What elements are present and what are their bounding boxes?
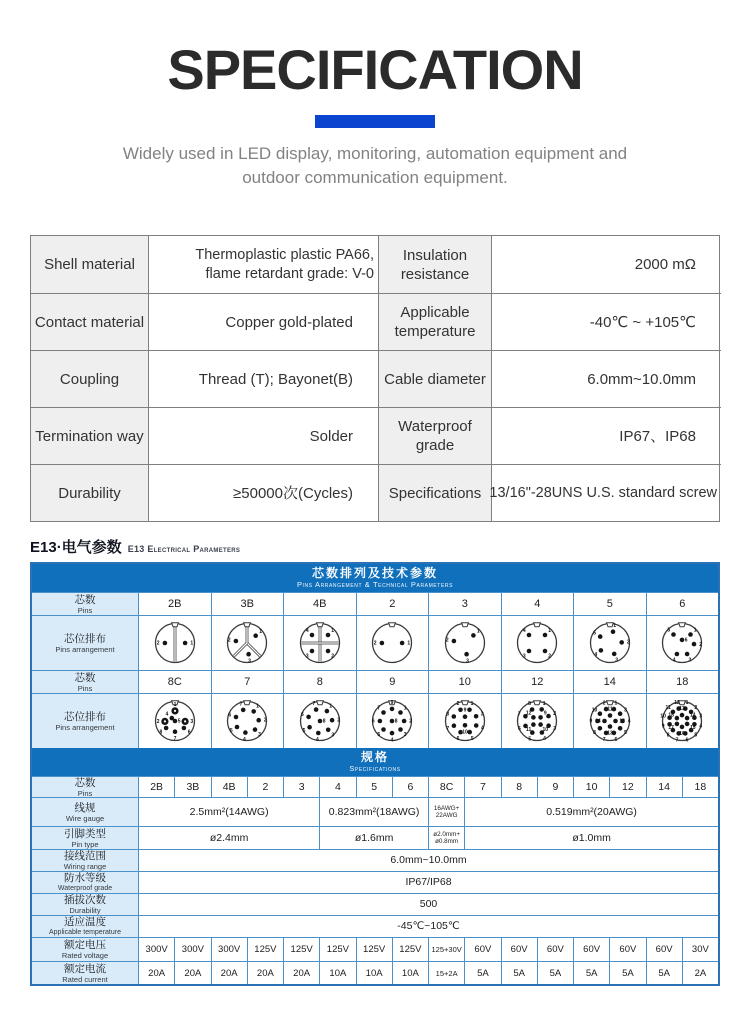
spec-value-cell: 15+2A — [428, 961, 464, 984]
svg-text:10: 10 — [660, 713, 667, 720]
spec-value-cell: 14 — [646, 776, 682, 797]
spec-row-label: 芯数 Pins — [32, 776, 138, 797]
svg-text:11: 11 — [607, 706, 613, 713]
specifications-header — [32, 748, 718, 776]
svg-text:14: 14 — [594, 718, 601, 725]
pins-count-cell: 7 — [211, 670, 284, 693]
svg-text:11: 11 — [526, 726, 532, 733]
svg-text:5: 5 — [470, 735, 474, 742]
spec-value-cell: 16AWG+ 22AWG — [428, 797, 464, 826]
spec-value-cell: Solder — [148, 407, 378, 464]
spec-value-cell: 20A — [138, 961, 174, 984]
svg-text:1: 1 — [407, 640, 411, 647]
e13-heading-cn: E13·电气参数 — [30, 539, 122, 556]
pins-count-cell: 18 — [646, 670, 719, 693]
pins-arrangement-header — [32, 564, 718, 592]
connector-face — [297, 694, 343, 748]
connector-diagram-14 — [573, 693, 646, 748]
svg-text:3: 3 — [248, 658, 252, 665]
spec-value-cell: 4B — [211, 776, 247, 797]
page-title: SPECIFICATION — [167, 38, 583, 101]
spec-value-cell: 6.0mm~10.0mm — [138, 849, 718, 871]
spec-value-cell: 13/16"-28UNS U.S. standard screw — [491, 464, 721, 521]
svg-text:2: 2 — [602, 700, 606, 707]
spec-value-cell: 2A — [682, 961, 718, 984]
svg-text:10: 10 — [542, 726, 549, 733]
spec-value-cell: 8C — [428, 776, 464, 797]
svg-text:1: 1 — [173, 701, 177, 708]
pins-count-cell: 6 — [646, 592, 719, 615]
e13-heading-en: E13 Electrical Parameters — [127, 544, 241, 554]
subtitle-line-2: outdoor communication equipment. — [242, 168, 508, 187]
svg-text:9: 9 — [390, 699, 394, 706]
specifications-header-en: Specifications — [349, 764, 401, 773]
arrangement-row-label: 芯位排布 Pins arrangement — [32, 615, 138, 670]
spec-row-label: 线规 Wire gauge — [32, 797, 138, 826]
svg-text:3: 3 — [465, 658, 469, 665]
svg-text:3: 3 — [523, 653, 526, 660]
spec-value-cell: 125V — [319, 937, 355, 961]
svg-text:2: 2 — [553, 711, 557, 718]
svg-text:4: 4 — [672, 657, 676, 664]
connector-diagram-3B — [211, 615, 284, 670]
spec-value-cell: 60V — [501, 937, 537, 961]
svg-text:4: 4 — [699, 723, 703, 730]
spec-value-cell: ø2.4mm — [138, 826, 319, 849]
connector-diagram-2B — [138, 615, 211, 670]
spec-value-cell: 20A — [174, 961, 210, 984]
connector-diagram-18 — [646, 693, 719, 748]
svg-text:7: 7 — [518, 711, 521, 718]
svg-text:11: 11 — [665, 704, 672, 711]
connector-face — [514, 616, 560, 670]
spec-value-cell: 3 — [283, 776, 319, 797]
pins-count-cell: 9 — [356, 670, 429, 693]
svg-text:8: 8 — [445, 711, 449, 718]
svg-text:1: 1 — [259, 629, 263, 636]
spec-value-cell: 60V — [609, 937, 645, 961]
connector-face — [659, 694, 705, 748]
spec-value-cell: 0.823mm²(18AWG) — [319, 797, 428, 826]
spec-value-cell: ø1.0mm — [464, 826, 718, 849]
spec-value-cell: ø1.6mm — [319, 826, 428, 849]
connector-face — [514, 694, 560, 748]
svg-text:12: 12 — [619, 718, 625, 725]
spec-value-cell: 2 — [247, 776, 283, 797]
spec-value-cell: 5A — [464, 961, 500, 984]
spec-label-cell: Specifications — [378, 464, 491, 521]
svg-text:8: 8 — [159, 729, 163, 736]
svg-text:3: 3 — [688, 657, 692, 664]
pins-count-cell: 5 — [573, 592, 646, 615]
pins-count-cell: 8 — [283, 670, 356, 693]
spec-value-cell: 20A — [283, 961, 319, 984]
svg-text:16: 16 — [679, 731, 686, 738]
svg-text:10: 10 — [591, 707, 598, 714]
svg-text:14: 14 — [690, 712, 696, 719]
svg-text:9: 9 — [544, 710, 547, 717]
pins-arrangement-grid — [32, 592, 718, 748]
svg-text:5: 5 — [230, 728, 233, 734]
spec-value-cell: 10A — [356, 961, 392, 984]
svg-text:3: 3 — [258, 732, 262, 738]
spec-value-cell: 60V — [537, 937, 573, 961]
svg-text:7: 7 — [446, 725, 449, 732]
svg-text:2: 2 — [374, 640, 377, 647]
general-spec-table — [30, 235, 720, 522]
spec-value-cell: 10 — [573, 776, 609, 797]
spec-value-cell: 2.5mm²(14AWG) — [138, 797, 319, 826]
spec-value-cell: IP67、IP68 — [491, 407, 721, 464]
spec-value-cell: 6.0mm~10.0mm — [491, 350, 721, 407]
spec-label-cell: Contact material — [31, 293, 148, 350]
pins-count-cell: 10 — [428, 670, 501, 693]
svg-text:2: 2 — [156, 640, 160, 647]
pins-count-cell: 2 — [356, 592, 429, 615]
specifications-grid — [32, 776, 718, 984]
svg-text:6: 6 — [187, 729, 191, 736]
svg-text:5: 5 — [528, 736, 532, 743]
spec-value-cell: Copper gold-plated — [148, 293, 378, 350]
svg-text:5: 5 — [302, 728, 306, 735]
spec-row-label: 引脚类型 Pin type — [32, 826, 138, 849]
svg-text:1: 1 — [613, 622, 616, 629]
svg-text:4: 4 — [543, 736, 547, 743]
spec-row-label: 接线范围 Wiring range — [32, 849, 138, 871]
spec-value-cell: 5A — [609, 961, 645, 984]
spec-row-label: 适应温度 Applicable temperature — [32, 915, 138, 937]
connector-face — [224, 694, 270, 748]
svg-text:12: 12 — [674, 699, 681, 706]
spec-value-cell: 30V — [682, 937, 718, 961]
spec-row-label: 额定电流 Rated current — [32, 961, 138, 984]
svg-text:1: 1 — [256, 703, 260, 710]
connector-diagram-5 — [573, 615, 646, 670]
svg-text:12: 12 — [526, 710, 532, 717]
svg-text:2: 2 — [445, 637, 449, 644]
spec-value-cell: 2000 mΩ — [491, 236, 721, 293]
spec-value-cell: 7 — [464, 776, 500, 797]
svg-text:7: 7 — [312, 700, 316, 707]
svg-text:3: 3 — [553, 725, 557, 732]
spec-label-cell: Durability — [31, 464, 148, 521]
spec-value-cell: 4 — [319, 776, 355, 797]
pins-row-label: 芯数 Pins — [32, 670, 138, 693]
spec-value-cell: 60V — [464, 937, 500, 961]
spec-value-cell: 5 — [356, 776, 392, 797]
svg-text:3: 3 — [190, 719, 193, 726]
svg-text:6: 6 — [456, 736, 460, 742]
svg-text:2: 2 — [699, 642, 703, 649]
e13-parameters-table — [30, 562, 720, 986]
svg-text:2: 2 — [694, 704, 698, 711]
svg-text:3: 3 — [699, 713, 703, 720]
page-subtitle — [0, 142, 750, 190]
spec-label-cell: Applicable temperature — [378, 293, 491, 350]
pins-count-cell: 8C — [138, 670, 211, 693]
svg-text:7: 7 — [377, 705, 381, 712]
e13-section-heading — [30, 536, 750, 557]
svg-text:1: 1 — [694, 627, 697, 634]
svg-text:2: 2 — [331, 653, 334, 660]
spec-label-cell: Shell material — [31, 236, 148, 293]
pins-arrangement-header-cn: 芯数排列及技术参数 — [311, 566, 438, 580]
spec-value-cell: 500 — [138, 893, 718, 915]
pins-count-cell: 12 — [501, 670, 574, 693]
connector-diagram-8 — [283, 693, 356, 748]
connector-diagram-9 — [356, 693, 429, 748]
spec-value-cell: 10A — [319, 961, 355, 984]
svg-text:4: 4 — [627, 718, 631, 725]
pins-row-label: 芯数 Pins — [32, 592, 138, 615]
svg-text:2: 2 — [156, 719, 160, 726]
connector-diagram-3 — [428, 615, 501, 670]
spec-value-cell: 8 — [501, 776, 537, 797]
svg-text:3: 3 — [614, 657, 618, 664]
connector-face — [587, 694, 633, 748]
spec-value-cell: 125V — [283, 937, 319, 961]
svg-text:1: 1 — [470, 701, 474, 708]
connector-face — [152, 616, 198, 670]
svg-text:6: 6 — [372, 718, 375, 725]
svg-text:10: 10 — [461, 729, 468, 736]
svg-text:2: 2 — [337, 717, 340, 724]
svg-text:8: 8 — [322, 718, 326, 725]
spec-value-cell: 5A — [537, 961, 573, 984]
svg-text:6: 6 — [300, 712, 304, 719]
svg-text:1: 1 — [329, 703, 332, 710]
spec-value-cell: IP67/IP68 — [138, 871, 718, 893]
svg-text:8: 8 — [667, 732, 670, 739]
svg-text:1: 1 — [614, 700, 618, 707]
spec-value-cell: 20A — [247, 961, 283, 984]
spec-value-cell: 18 — [682, 776, 718, 797]
svg-text:8: 8 — [395, 718, 398, 725]
spec-value-cell: 0.519mm²(20AWG) — [464, 797, 718, 826]
svg-text:5: 5 — [623, 729, 627, 736]
connector-diagram-4 — [501, 615, 574, 670]
pins-count-cell: 3 — [428, 592, 501, 615]
svg-text:4: 4 — [165, 711, 169, 718]
svg-text:5: 5 — [667, 627, 671, 634]
svg-text:15: 15 — [690, 724, 696, 731]
spec-value-cell: -40℃ ~ +105℃ — [491, 293, 721, 350]
svg-text:8: 8 — [528, 701, 532, 707]
spec-value-cell: 300V — [174, 937, 210, 961]
connector-face — [369, 694, 415, 748]
svg-text:9: 9 — [662, 723, 665, 730]
spec-value-cell: 300V — [211, 937, 247, 961]
svg-text:2: 2 — [228, 637, 231, 644]
connector-diagram-12 — [501, 693, 574, 748]
spec-value-cell: -45℃~105℃ — [138, 915, 718, 937]
svg-text:6: 6 — [228, 712, 232, 719]
arrangement-row-label: 芯位排布 Pins arrangement — [32, 693, 138, 748]
spec-value-cell: 125+30V — [428, 937, 464, 961]
spec-row-label: 防水等级 Waterproof grade — [32, 871, 138, 893]
subtitle-line-1: Widely used in LED display, monitoring, automation equipment and — [122, 144, 628, 163]
spec-row-label: 插拔次数 Durability — [32, 893, 138, 915]
svg-text:13: 13 — [679, 706, 686, 713]
spec-value-cell: Thread (T); Bayonet(B) — [148, 350, 378, 407]
svg-text:3: 3 — [623, 707, 627, 714]
svg-text:8: 8 — [592, 729, 596, 736]
spec-value-cell: 60V — [646, 937, 682, 961]
pins-count-cell: 3B — [211, 592, 284, 615]
svg-text:4: 4 — [390, 737, 394, 744]
spec-value-cell: Thermoplastic plastic PA66, flame retardant grade: V-0 — [148, 236, 378, 293]
connector-face — [442, 694, 488, 748]
spec-value-cell: 6 — [392, 776, 428, 797]
svg-text:2: 2 — [626, 639, 630, 646]
svg-text:6: 6 — [614, 736, 618, 743]
connector-diagram-10 — [428, 693, 501, 748]
spec-label-cell: Termination way — [31, 407, 148, 464]
spec-value-cell: 5A — [646, 961, 682, 984]
svg-text:5: 5 — [592, 630, 596, 637]
svg-text:4: 4 — [480, 725, 484, 732]
connector-diagram-2 — [356, 615, 429, 670]
spec-label-cell: Cable diameter — [378, 350, 491, 407]
svg-text:17: 17 — [668, 724, 675, 731]
svg-text:2: 2 — [548, 653, 552, 660]
svg-text:1: 1 — [685, 699, 689, 706]
connector-face — [659, 616, 705, 670]
spec-value-cell: 5A — [573, 961, 609, 984]
svg-text:18: 18 — [668, 712, 675, 719]
spec-row-label: 额定电压 Rated voltage — [32, 937, 138, 961]
svg-text:5: 5 — [377, 731, 381, 738]
svg-text:4: 4 — [594, 652, 597, 659]
spec-value-cell: 125V — [247, 937, 283, 961]
spec-value-cell: 125V — [356, 937, 392, 961]
svg-text:1: 1 — [548, 627, 552, 634]
connector-face — [152, 694, 198, 748]
spec-value-cell: 60V — [573, 937, 609, 961]
connector-face — [297, 616, 343, 670]
svg-text:4: 4 — [315, 737, 319, 744]
connector-face — [587, 616, 633, 670]
svg-text:5: 5 — [177, 718, 181, 725]
svg-text:9: 9 — [463, 707, 467, 714]
svg-text:13: 13 — [606, 730, 613, 737]
spec-value-cell: 5A — [501, 961, 537, 984]
pins-count-cell: 2B — [138, 592, 211, 615]
svg-text:6: 6 — [518, 726, 522, 733]
connector-face — [224, 616, 270, 670]
spec-value-cell: 300V — [138, 937, 174, 961]
connector-diagram-8C — [138, 693, 211, 748]
spec-value-cell: 9 — [537, 776, 573, 797]
svg-text:1: 1 — [476, 628, 480, 635]
svg-text:6: 6 — [685, 637, 688, 644]
svg-text:4: 4 — [243, 736, 247, 743]
svg-text:7: 7 — [675, 737, 679, 744]
pins-count-cell: 14 — [573, 670, 646, 693]
svg-text:4: 4 — [523, 627, 526, 634]
connector-diagram-4B — [283, 615, 356, 670]
svg-text:3: 3 — [404, 731, 407, 738]
svg-text:3: 3 — [305, 653, 309, 660]
svg-text:6: 6 — [685, 737, 689, 744]
spec-value-cell: 3B — [174, 776, 210, 797]
connector-diagram-7 — [211, 693, 284, 748]
spec-label-cell: Coupling — [31, 350, 148, 407]
specifications-header-cn: 规格 — [360, 750, 389, 764]
svg-text:3: 3 — [480, 711, 484, 718]
spec-value-cell: ≥50000次(Cycles) — [148, 464, 378, 521]
svg-text:7: 7 — [173, 736, 177, 742]
svg-text:1: 1 — [331, 627, 334, 634]
spec-value-cell: ø2.0mm+ ø0.8mm — [428, 826, 464, 849]
svg-text:7: 7 — [239, 701, 243, 708]
svg-text:1: 1 — [543, 700, 546, 707]
connector-face — [442, 616, 488, 670]
pins-count-cell: 4B — [283, 592, 356, 615]
svg-text:2: 2 — [456, 701, 460, 708]
svg-text:5: 5 — [694, 732, 698, 739]
spec-value-cell: 125V — [392, 937, 428, 961]
pins-arrangement-header-en: Pins Arrangement & Technical Parameters — [296, 580, 454, 589]
svg-text:1: 1 — [190, 640, 193, 647]
spec-value-cell: 20A — [211, 961, 247, 984]
title-underline-bar — [315, 115, 435, 128]
svg-text:4: 4 — [305, 627, 309, 634]
spec-value-cell: 12 — [609, 776, 645, 797]
spec-value-cell: 10A — [392, 961, 428, 984]
connector-diagram-6 — [646, 615, 719, 670]
connector-face — [369, 616, 415, 670]
spec-label-cell: Insulation resistance — [378, 236, 491, 293]
svg-text:3: 3 — [331, 732, 334, 739]
svg-text:7: 7 — [602, 736, 606, 743]
svg-text:1: 1 — [404, 705, 407, 712]
spec-label-cell: Waterproof grade — [378, 407, 491, 464]
svg-text:2: 2 — [264, 717, 267, 724]
spec-value-cell: 2B — [138, 776, 174, 797]
pins-count-cell: 4 — [501, 592, 574, 615]
svg-text:2: 2 — [409, 718, 413, 725]
svg-text:9: 9 — [589, 718, 593, 725]
